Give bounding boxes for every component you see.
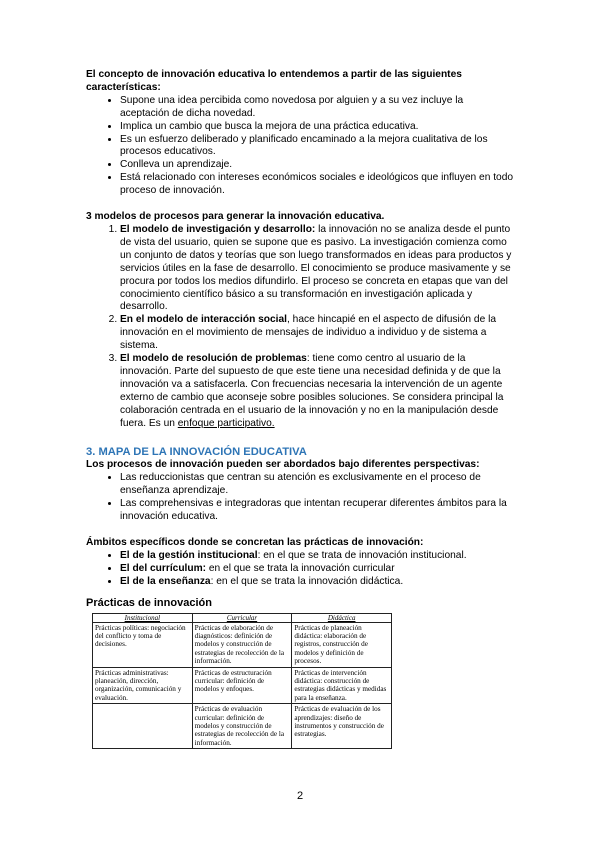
table-cell: Prácticas políticas: negociación del conflicto y toma de decisiones. [93, 622, 193, 667]
model-title: En el modelo de interacción social [120, 314, 288, 326]
column-header: Didáctica [292, 613, 392, 622]
model-text: , hace hincapié en el aspecto de difusión de la innovación en el movimiento de mensajes de individuo a individuo y de sistema a sistema. [120, 314, 497, 352]
practicas-title: Prácticas de innovación [86, 596, 212, 609]
ambito-title: El de la enseñanza [120, 575, 211, 587]
list-item: • Es un esfuerzo deliberado y planificado encaminado a la mejora cualitativa de los procesos educativos. [120, 134, 514, 160]
table-cell: Prácticas administrativas: planeación, dirección, organización, comunicación y evaluación. [93, 667, 193, 704]
table-cell: Prácticas de elaboración de diagnósticos: definición de modelos y construcción de estrategias de recolección de la información. [192, 622, 292, 667]
page-number: 2 [296, 790, 304, 802]
list-item [120, 314, 514, 353]
table-cell: Prácticas de planeación didáctica: elaboración de registros, construcción de modelos y definición de procesos. [292, 622, 392, 667]
list-item [120, 550, 514, 563]
list-item: • Las comprehensivas e integradoras que intentan recuperar diferentes ámbitos para la innovación educativa. [120, 498, 514, 524]
ambitos-heading: Ámbitos específicos donde se concretan las prácticas de innovación: [86, 537, 424, 548]
list-item [120, 224, 514, 314]
list-item: • Supone una idea percibida como novedosa por alguien y a su vez incluye la aceptación de dicha novedad. [120, 95, 514, 121]
list-item [120, 353, 514, 430]
table-header-row [93, 613, 392, 622]
models-list [86, 224, 514, 431]
models-heading: 3 modelos de procesos para generar la innovación educativa. [86, 211, 385, 223]
table-cell: Prácticas de evaluación de los aprendizajes: diseño de instrumentos y construcción de estrategias. [292, 704, 392, 749]
ambito-title: El del currículum: [120, 562, 207, 574]
characteristics-list [86, 95, 514, 198]
table-row [93, 667, 392, 704]
ambito-text: : en el que se trata la innovación didáctica. [210, 575, 404, 587]
model-text: : tiene como centro al usuario de la innovación. Parte del supuesto de que este tiene una necesidad definida y de que la innovación va a satisfacerla. Con frecuencias necesaria la intervención de un agente externo de cambio que aconseje sobre posibles soluciones. Se considera principal la colaboración centrada en el usuario de la innovación y no en la manipulación desde fuera. Es un [120, 353, 504, 429]
list-item: • Implica un cambio que busca la mejora de una práctica educativa. [120, 121, 514, 134]
table-cell: Prácticas de estructuración curricular: definición de modelos y enfoques. [192, 667, 292, 704]
practicas-table [92, 613, 392, 750]
section-title: 3. MAPA DE LA INNOVACIÓN EDUCATIVA [86, 446, 307, 459]
list-item: • Está relacionado con intereses económicos sociales e ideológicos que influyen en todo proceso de innovación. [120, 172, 514, 198]
table-cell: Prácticas de intervención didáctica: construcción de estrategias didácticas y medidas para la enseñanza. [292, 667, 392, 704]
column-header: Institucional [93, 613, 193, 622]
section-subheading: Los procesos de innovación pueden ser abordados bajo diferentes perspectivas: [86, 459, 480, 471]
table-cell: Prácticas de evaluación curricular: definición de modelos y construcción de estrategias de recolección de la información. [192, 704, 292, 749]
perspectives-list [86, 472, 514, 524]
document-page [86, 69, 514, 749]
list-item [120, 563, 514, 576]
column-header: Curricular [192, 613, 292, 622]
ambito-text: en el que se trata la innovación curricular [206, 562, 395, 574]
list-item [120, 576, 514, 589]
table-row [93, 704, 392, 749]
table-cell [93, 704, 193, 749]
participative-link[interactable]: enfoque participativo. [177, 417, 275, 429]
model-text: la innovación no se analiza desde el punto de vista del usuario, quien se supone que es pasivo. La investigación comienza como un conjunto de datos y teorías que son luego transformados en ideas para productos y servicios útiles en la fase de desarrollo. El conocimiento se produce masivamente y se procura por todos los medios difundirlo. El proceso se concreta en etapas que van del conocimiento científico básico a su transformación en investigación aplicada y desarrollo. [120, 223, 512, 313]
ambito-text: : en el que se trata de innovación institucional. [257, 549, 467, 561]
model-title: El modelo de investigación y desarrollo: [120, 223, 316, 235]
ambitos-list [86, 550, 514, 589]
ambito-title: El de la gestión institucional [120, 549, 258, 561]
intro-heading: El concepto de innovación educativa lo entendemos a partir de las siguientes características: [86, 69, 462, 93]
list-item: • Conlleva un aprendizaje. [120, 159, 514, 172]
model-title: El modelo de resolución de problemas [120, 353, 307, 365]
table-row [93, 622, 392, 667]
list-item: • Las reduccionistas que centran su atención es exclusivamente en el proceso de enseñanza aprendizaje. [120, 472, 514, 498]
